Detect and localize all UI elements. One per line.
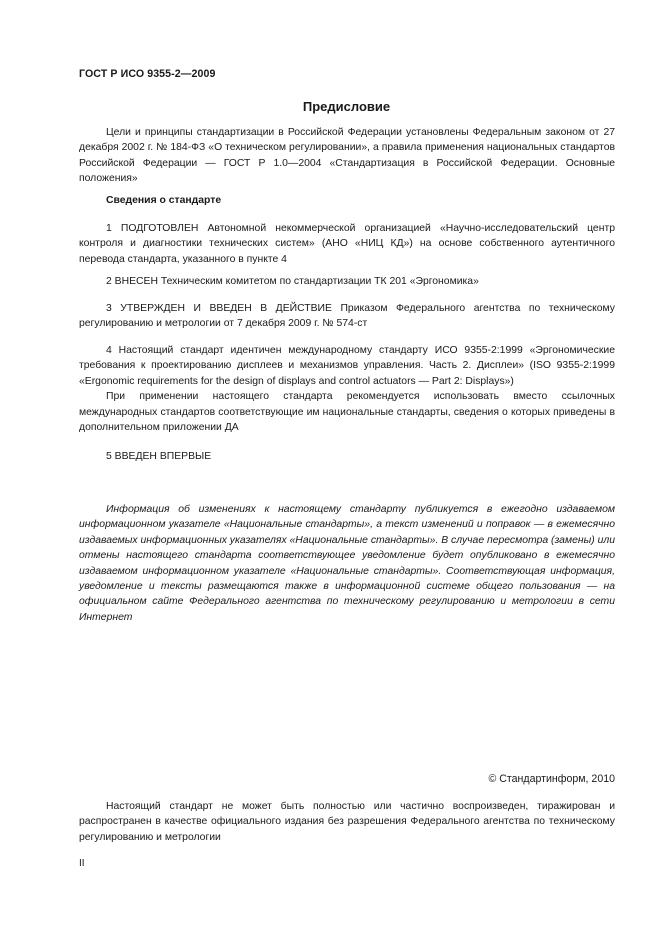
item-2	[79, 274, 615, 289]
page-title: Предисловие	[302, 99, 391, 114]
item-3	[79, 301, 615, 332]
item-5	[79, 449, 615, 464]
reproduction-notice-text: Настоящий стандарт не может быть полностью или частично воспроизведен, тиражирован и распространен в качестве официального издания без разрешения Федерального агентства по техническому регулированию и метрологии	[79, 801, 615, 843]
section-heading	[79, 193, 615, 208]
section-heading-text: Сведения о стандарте	[106, 195, 222, 206]
standard-code-header: ГОСТ Р ИСО 9355-2—2009	[79, 68, 216, 80]
item-1-text: 1 ПОДГОТОВЛЕН Автономной некоммерческой организацией «Научно-исследовательский центр контроля и диагностики технических систем» (АНО «НИЦ КД») на основе собственного аутентичного перевода стандарта, указанного в пункте 4	[79, 223, 615, 265]
copyright-line: © Стандартинформ, 2010	[488, 773, 615, 785]
item-4-note: При применении настоящего стандарта рекомендуется использовать вместо ссылочных международных стандартов соответствующие им национальные стандарты, сведения о которых приведены в дополнительном приложении ДА	[79, 391, 615, 434]
item-1	[79, 221, 615, 267]
page-number: II	[79, 858, 85, 869]
reproduction-notice	[79, 799, 615, 845]
item-4-text: 4 Настоящий стандарт идентичен международному стандарту ИСО 9355-2:1999 «Эргономические требования к проектированию дисплеев и механизмов управления. Часть 2. Дисплеи» (ISO 9355-2:1999 «Ergonomic requirements for the design of displays and control actuators — Part 2: Displays»)	[79, 345, 615, 387]
item-5-text: 5 ВВЕДЕН ВПЕРВЫЕ	[106, 451, 212, 462]
intro-text: Цели и принципы стандартизации в Российской Федерации установлены Федеральным законом от 27 декабря 2002 г. № 184-ФЗ «О техническом регулировании», а правила применения национальных стандартов Российской Федерации — ГОСТ Р 1.0—2004 «Стандартизация в Российской Федерации. Основные положения»	[79, 127, 615, 185]
item-3-text: 3 УТВЕРЖДЕН И ВВЕДЕН В ДЕЙСТВИЕ Приказом Федерального агентства по техническому регулированию и метрологии от 7 декабря 2009 г. № 574-ст	[79, 303, 615, 330]
item-4	[79, 343, 615, 435]
info-notice	[79, 502, 615, 625]
intro-paragraph	[79, 125, 615, 187]
item-2-text: 2 ВНЕСЕН Техническим комитетом по стандартизации ТК 201 «Эргономика»	[106, 276, 479, 287]
info-notice-text: Информация об изменениях к настоящему стандарту публикуется в ежегодно издаваемом информационном указателе «Национальные стандарты», а текст изменений и поправок — в ежемесячно издаваемых информационных указателях «Национальные стандарты». В случае пересмотра (замены) или отмены настоящего стандарта соответствующее уведомление будет опубликовано в ежемесячно издаваемом информационном указателе «Национальные стандарты». Соответствующая информация, уведомление и тексты размещаются также в информационной системе общего пользования — на официальном сайте Федерального агентства по техническому регулированию и метрологии в сети Интернет	[79, 504, 615, 623]
